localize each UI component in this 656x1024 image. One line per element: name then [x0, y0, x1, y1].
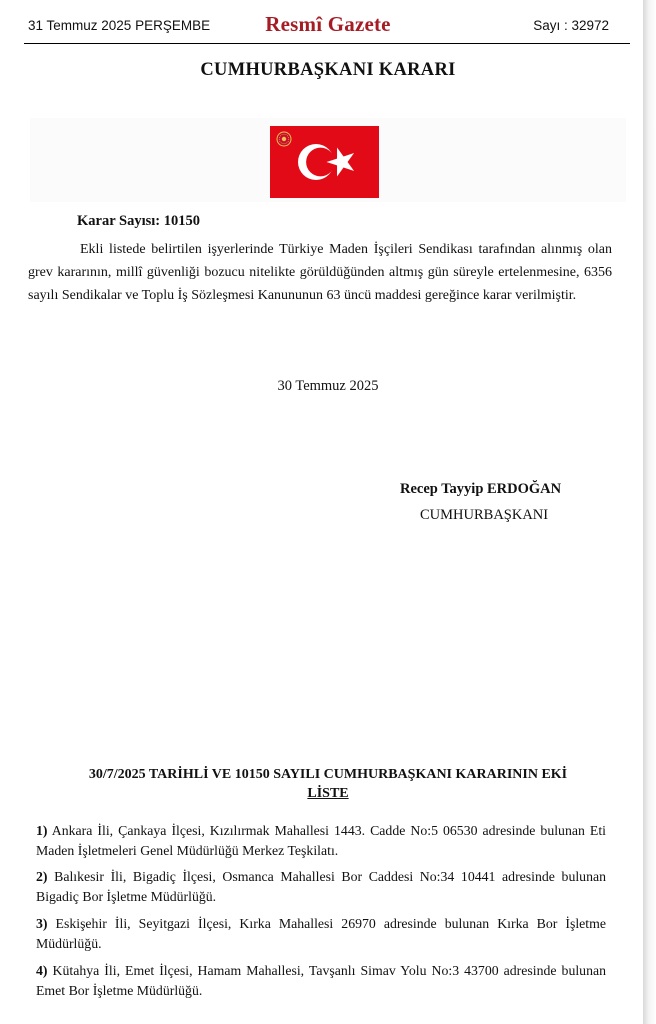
signer-name: Recep Tayyip ERDOĞAN: [400, 481, 562, 497]
decision-body: Ekli listede belirtilen işyerlerinde Türkiye Maden İşçileri Sendikası tarafından alınmış olan grev kararının, millî güvenliği bozucu nitelikte görüldüğünden altmış gün süreyle ertelenmesine, 6356 sayılı Sendikalar ve Toplu İş Sözleşmesi Kanununun 63 üncü maddesi gereğince karar verilmiştir.: [28, 242, 612, 303]
list-item-number: 2): [36, 869, 48, 884]
list-item-text: Eskişehir İli, Seyitgazi İlçesi, Kırka Mahallesi 26970 adresinde bulunan Kırka Bor İşletme Müdürlüğü.: [36, 916, 606, 951]
decision-date: 30 Temmuz 2025: [277, 378, 379, 394]
presidential-seal-icon: [277, 132, 291, 146]
list-item: [36, 961, 606, 1000]
page-title: CUMHURBAŞKANI KARARI: [200, 60, 456, 80]
list-item: [36, 867, 606, 906]
gazette-title: Resmî Gazete: [265, 12, 391, 36]
issue-number: Sayı : 32972: [533, 18, 609, 33]
page-edge-shadow: [643, 0, 656, 1024]
signer-title: CUMHURBAŞKANI: [420, 507, 549, 523]
turkish-flag-icon: [270, 126, 379, 198]
annex-heading: 30/7/2025 TARİHLİ VE 10150 SAYILI CUMHURBAŞKANI KARARININ EKİ: [88, 767, 568, 782]
list-item-number: 3): [36, 916, 48, 931]
list-item: [36, 914, 606, 953]
list-item-number: 4): [36, 963, 48, 978]
list-item-text: Kütahya İli, Emet İlçesi, Hamam Mahallesi, Tavşanlı Simav Yolu No:3 43700 adresinde bulunan Emet Bor İşletme Müdürlüğü.: [36, 963, 606, 998]
list-item-number: 1): [36, 823, 48, 838]
list-item: [36, 821, 606, 860]
list-item-text: Ankara İli, Çankaya İlçesi, Kızılırmak Mahallesi 1443. Cadde No:5 06530 adresinde bulunan Eti Maden İşletmeleri Genel Müdürlüğü Merkez Teşkilatı.: [36, 823, 606, 858]
decision-number: Karar Sayısı: 10150: [77, 213, 200, 229]
annex-list-title: LİSTE: [307, 786, 349, 801]
header-divider: [24, 43, 630, 44]
header-date: 31 Temmuz 2025 PERŞEMBE: [28, 18, 211, 33]
list-item-text: Balıkesir İli, Bigadiç İlçesi, Osmanca Mahallesi Bor Caddesi No:34 10441 adresinde bulunan Bigadiç Bor İşletme Müdürlüğü.: [36, 869, 606, 904]
